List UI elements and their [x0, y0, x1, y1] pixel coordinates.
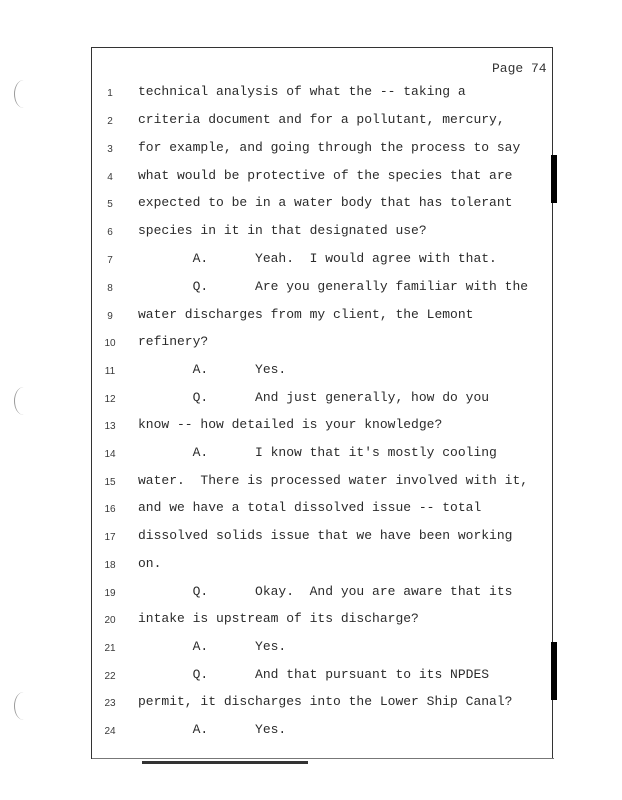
line-number: 3	[107, 144, 113, 155]
transcript-line	[0, 362, 622, 382]
line-text: intake is upstream of its discharge?	[138, 611, 419, 626]
transcript-line	[0, 528, 622, 548]
transcript-line	[0, 584, 622, 604]
bottom-rule-thick	[142, 761, 308, 764]
transcript-line	[0, 500, 622, 520]
transcript-line	[0, 112, 622, 132]
transcript-line	[0, 251, 622, 271]
transcript-line	[0, 667, 622, 687]
transcript-line	[0, 168, 622, 188]
line-number: 24	[104, 726, 116, 737]
line-number: 4	[107, 172, 113, 183]
line-text: species in it in that designated use?	[138, 223, 427, 238]
transcript-line	[0, 334, 622, 354]
line-text: A. Yeah. I would agree with that.	[138, 251, 497, 266]
transcript-line	[0, 195, 622, 215]
transcript-line	[0, 223, 622, 243]
line-text: A. I know that it's mostly cooling	[138, 445, 497, 460]
line-number: 19	[104, 588, 116, 599]
line-text: A. Yes.	[138, 639, 287, 654]
line-text: water discharges from my client, the Lemont	[138, 307, 474, 322]
line-number: 5	[107, 199, 113, 210]
line-number: 23	[104, 698, 116, 709]
transcript-line	[0, 611, 622, 631]
transcript-line	[0, 694, 622, 714]
line-number: 14	[104, 449, 116, 460]
transcript-line	[0, 84, 622, 104]
line-text: refinery?	[138, 334, 209, 349]
transcript-line	[0, 722, 622, 742]
line-text: A. Yes.	[138, 362, 287, 377]
transcript-line	[0, 445, 622, 465]
line-number: 2	[107, 116, 113, 127]
line-text: dissolved solids issue that we have been working	[138, 528, 513, 543]
line-number: 11	[104, 366, 116, 377]
line-text: on.	[138, 556, 162, 571]
line-number: 6	[107, 227, 113, 238]
line-text: technical analysis of what the -- taking a	[138, 84, 466, 99]
transcript-line	[0, 307, 622, 327]
line-text: permit, it discharges into the Lower Ship Canal?	[138, 694, 513, 709]
line-number: 21	[104, 643, 116, 654]
line-text: and we have a total dissolved issue -- total	[138, 500, 482, 515]
line-number: 20	[104, 615, 116, 626]
line-number: 1	[107, 88, 113, 99]
line-text: Q. And that pursuant to its NPDES	[138, 667, 490, 682]
line-number: 12	[104, 394, 116, 405]
line-number: 18	[104, 560, 116, 571]
transcript-line	[0, 556, 622, 576]
bottom-rule-thin	[92, 758, 554, 759]
line-number: 13	[104, 421, 116, 432]
line-text: expected to be in a water body that has tolerant	[138, 195, 513, 210]
line-text: what would be protective of the species that are	[138, 168, 513, 183]
line-number: 15	[104, 477, 116, 488]
line-number: 16	[104, 504, 116, 515]
line-text: know -- how detailed is your knowledge?	[138, 417, 443, 432]
transcript-line	[0, 473, 622, 493]
line-text: criteria document and for a pollutant, mercury,	[138, 112, 505, 127]
line-text: Q. And just generally, how do you	[138, 390, 490, 405]
line-number: 17	[104, 532, 116, 543]
line-text: Q. Okay. And you are aware that its	[138, 584, 513, 599]
line-number: 7	[107, 255, 113, 266]
transcript-line	[0, 279, 622, 299]
transcript-line	[0, 390, 622, 410]
line-number: 10	[104, 338, 116, 349]
transcript-line	[0, 639, 622, 659]
transcript-line	[0, 417, 622, 437]
line-number: 9	[107, 311, 113, 322]
line-text: water. There is processed water involved with it,	[138, 473, 529, 488]
line-text: A. Yes.	[138, 722, 287, 737]
line-text: Q. Are you generally familiar with the	[138, 279, 529, 294]
transcript-line	[0, 140, 622, 160]
line-number: 8	[107, 283, 113, 294]
page-number: Page 74	[492, 61, 547, 76]
line-number: 22	[104, 671, 116, 682]
line-text: for example, and going through the process to say	[138, 140, 521, 155]
